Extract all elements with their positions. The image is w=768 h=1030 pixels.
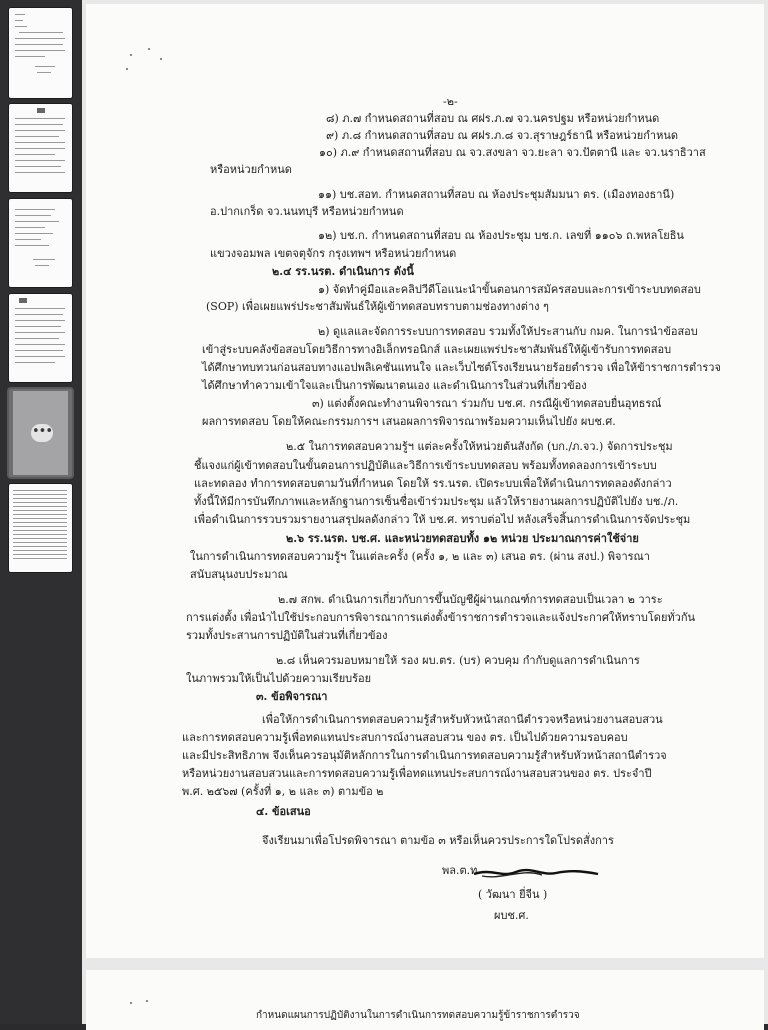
text-line: ได้ศึกษาทบทวนก่อนสอบทางแอปพลิเคชันแทนใจ และเว็บไซต์โรงเรียนนายร้อยตำรวจ เพื่อให้ข้าราชการตำรวจ xyxy=(202,361,721,374)
text-line: เพื่อดำเนินการรวบรวมรายงานสรุปผลดังกล่าว ให้ บช.ศ. ทราบต่อไป หลังเสร็จสิ้นการดำเนินการจัดประชุม xyxy=(194,513,691,526)
document-page-6 xyxy=(86,970,764,1030)
text-line: และมีประสิทธิภาพ จึงเห็นควรอนุมัติหลักการในการดำเนินการทดสอบความรู้สำหรับหัวหน้าสถานีตำรวจ xyxy=(182,749,667,762)
text-line: ๒.๕ ในการทดสอบความรู้ฯ แต่ละครั้งให้หน่วยต้นสังกัด (บก./ภ.จว.) จัดการประชุม xyxy=(286,440,673,453)
text-line: พ.ศ. ๒๕๖๗ (ครั้งที่ ๑, ๒ และ ๓) ตามข้อ ๒ xyxy=(182,785,384,798)
signature-rank: พล.ต.ท. xyxy=(442,864,481,877)
text-line: ๙) ภ.๘ กำหนดสถานที่สอบ ณ ศฝร.ภ.๘ จว.สุราษฎร์ธานี หรือหน่วยกำหนด xyxy=(326,129,678,142)
text-line: ๒) ดูแลและจัดการระบบการทดสอบ รวมทั้งให้ประสานกับ กมค. ในการนำข้อสอบ xyxy=(318,325,698,338)
page-thumbnail-4[interactable] xyxy=(9,294,72,382)
text-line: ในการดำเนินการทดสอบความรู้ฯ ในแต่ละครั้ง (ครั้ง ๑, ๒ และ ๓) เสนอ ตร. (ผ่าน สงป.) พิจารณา xyxy=(190,550,650,563)
text-line: รวมทั้งประสานการปฏิบัติในส่วนที่เกี่ยวข้อง xyxy=(186,629,388,642)
handwritten-signature xyxy=(472,862,602,886)
page-header-line: กำหนดแผนการปฏิบัติงานในการดำเนินการทดสอบความรู้ข้าราชการตำรวจ xyxy=(256,1010,580,1021)
text-line: หรือหน่วยงานสอบสวนและการทดสอบความรู้เพื่อทดแทนประสบการณ์งานสอบสวนของ ตร. ประจำปี xyxy=(182,767,652,780)
text-line: ๒.๘ เห็นควรมอบหมายให้ รอง ผบ.ตร. (บร) ควบคุม กำกับดูแลการดำเนินการ xyxy=(276,654,640,667)
text-line: ๑๐) ภ.๙ กำหนดสถานที่สอบ ณ จว.สงขลา จว.ยะลา จว.ปัตตานี และ จว.นราธิวาส xyxy=(319,146,706,159)
text-line: เพื่อให้การดำเนินการทดสอบความรู้สำหรับหัวหน้าสถานีตำรวจหรือหน่วยงานสอบสวน xyxy=(262,713,663,726)
text-line: ๑) จัดทำคู่มือและคลิปวีดีโอแนะนำขั้นตอนการสมัครสอบและการเข้าระบบทดสอบ xyxy=(318,283,701,296)
text-line: ๑๒) บช.ก. กำหนดสถานที่สอบ ณ ห้องประชุม บช.ก. เลขที่ ๑๑๐๖ ถ.พหลโยธิน xyxy=(318,229,684,242)
text-line: สนับสนุนงบประมาณ xyxy=(190,568,288,581)
page-thumbnail-2[interactable] xyxy=(9,104,72,192)
text-line: (SOP) เพื่อเผยแพร่ประชาสัมพันธ์ให้ผู้เข้าทดสอบทราบตามช่องทางต่าง ๆ xyxy=(206,300,549,313)
more-options-button[interactable]: ••• xyxy=(31,424,53,442)
document-page-5 xyxy=(86,4,764,958)
section-heading: ๒.๔ รร.นรต. ดำเนินการ ดังนี้ xyxy=(272,265,414,278)
text-line: ๒.๖ รร.นรต. บช.ศ. และหน่วยทดสอบทั้ง ๑๒ หน่วย ประมาณการค่าใช้จ่าย xyxy=(286,532,639,545)
text-line: แขวงจอมพล เขตจตุจักร กรุงเทพฯ หรือหน่วยกำหนด xyxy=(210,247,457,260)
section-heading: ๓. ข้อพิจารณา xyxy=(256,690,328,703)
page-thumbnail-1[interactable] xyxy=(9,8,72,98)
text-line: ๘) ภ.๗ กำหนดสถานที่สอบ ณ ศฝร.ภ.๗ จว.นครปฐม หรือหน่วยกำหนด xyxy=(326,112,660,125)
page-thumbnail-6[interactable] xyxy=(9,484,72,572)
text-line: ผลการทดสอบ โดยให้คณะกรรมการฯ เสนอผลการพิจารณาพร้อมความเห็นไปยัง ผบช.ศ. xyxy=(202,415,616,428)
text-line: เข้าสู่ระบบคลังข้อสอบโดยวิธีการทางอิเล็กทรอนิกส์ และเผยแพร่ประชาสัมพันธ์ให้ผู้เข้ารับการทดสอบ xyxy=(202,343,672,356)
text-line: ๑๑) บช.สอท. กำหนดสถานที่สอบ ณ ห้องประชุมสัมมนา ตร. (เมืองทองธานี) xyxy=(318,188,675,201)
signature-name: ( วัฒนา ยี่จีน ) xyxy=(478,888,548,901)
page-thumbnail-sidebar xyxy=(0,0,82,1024)
text-line: การแต่งตั้ง เพื่อนำไปใช้ประกอบการพิจารณาการแต่งตั้งข้าราชการตำรวจและแจ้งประกาศให้ทราบโดยทั่วกัน xyxy=(186,611,695,624)
text-line: และการทดสอบความรู้เพื่อทดแทนประสบการณ์งานสอบสวน ของ ตร. เป็นไปด้วยความรอบคอบ xyxy=(182,731,628,744)
text-line: อ.ปากเกร็ด จว.นนทบุรี หรือหน่วยกำหนด xyxy=(210,205,404,218)
text-line: จึงเรียนมาเพื่อโปรดพิจารณา ตามข้อ ๓ หรือเห็นควรประการใดโปรดสั่งการ xyxy=(262,834,614,847)
text-line: และทดลอง ทำการทดสอบตามวันที่กำหนด โดยให้ รร.นรต. เปิดระบบเพื่อให้ดำเนินการทดลองดังกล่าว xyxy=(194,477,672,490)
text-line: ชี้แจงแก่ผู้เข้าทดสอบในขั้นตอนการปฏิบัติและวิธีการเข้าระบบทดสอบ พร้อมทั้งทดลองการเข้าระบบ xyxy=(194,459,657,472)
page-thumbnail-5[interactable] xyxy=(9,389,72,477)
text-line: ทั้งนี้ให้มีการบันทึกภาพและหลักฐานการเซ็นชื่อเข้าร่วมประชุม แล้วให้รายงานผลการปฏิบัติไปยัง บช./ภ. xyxy=(194,495,679,508)
text-line: หรือหน่วยกำหนด xyxy=(210,163,292,176)
page-thumbnail-3[interactable] xyxy=(9,199,72,287)
text-line: ในภาพรวมให้เป็นไปด้วยความเรียบร้อย xyxy=(186,672,372,685)
text-line: ได้ศึกษาทำความเข้าใจและเป็นการพัฒนาตนเอง และดำเนินการในส่วนที่เกี่ยวข้อง xyxy=(202,379,587,392)
signature-position: ผบช.ศ. xyxy=(494,909,529,922)
section-heading: ๔. ข้อเสนอ xyxy=(256,805,311,818)
page-number: -๒- xyxy=(443,95,458,108)
document-viewer[interactable] xyxy=(82,0,768,1024)
text-line: ๒.๗ สกพ. ดำเนินการเกี่ยวกับการขึ้นบัญชีผู้ผ่านเกณฑ์การทดสอบเป็นเวลา ๒ วาระ xyxy=(278,593,663,606)
text-line: ๓) แต่งตั้งคณะทำงานพิจารณา ร่วมกับ บช.ศ. กรณีผู้เข้าทดสอบยื่นอุทธรณ์ xyxy=(312,397,662,410)
